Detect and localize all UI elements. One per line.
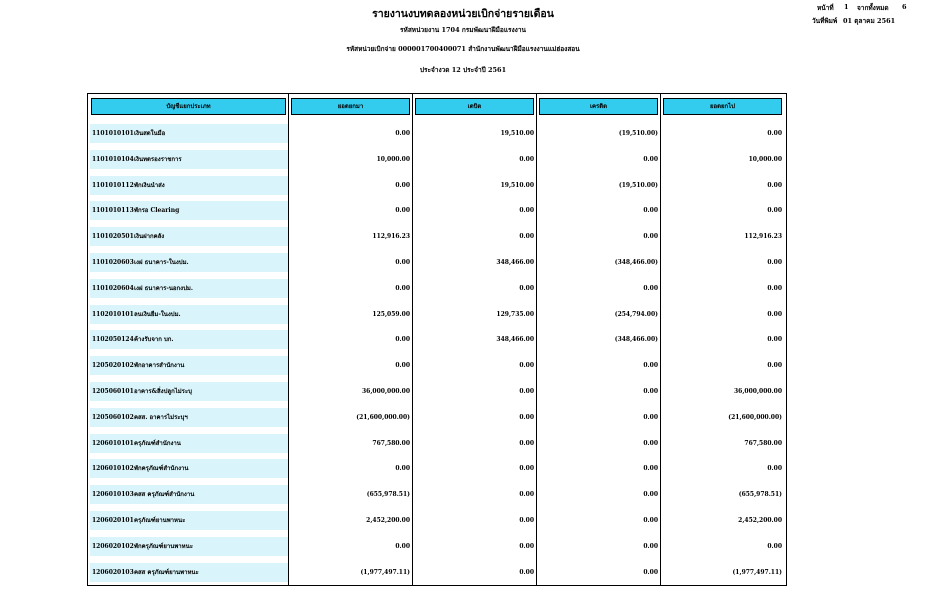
balance-forward-cell: 0.00 [395, 130, 410, 137]
account-code: 1206020102 [92, 542, 134, 550]
account-cell [90, 356, 288, 375]
balance-carried-cell: 112,916.23 [744, 233, 782, 241]
balance-carried-cell: 0.00 [767, 284, 782, 292]
balance-forward-cell: 125,059.00 [372, 310, 410, 318]
credit-cell: (348,466.00) [614, 259, 658, 266]
header-balance-carried: ยอดยกไป [663, 98, 782, 115]
page-label: หน้าที่ [817, 4, 834, 12]
credit-cell: 0.00 [643, 284, 658, 292]
balance-carried-cell: 10,000.00 [748, 155, 782, 163]
balance-carried-cell: 0.00 [767, 465, 782, 473]
table-row [88, 382, 786, 401]
credit-cell: 0.00 [643, 362, 658, 370]
account-code: 1205060102 [92, 413, 134, 421]
table-row [88, 124, 786, 143]
balance-forward-cell: 0.00 [395, 336, 410, 344]
account-code: 1206010102 [92, 465, 134, 473]
account-name: พักครุภัณฑ์ยานพาหนะ [134, 542, 193, 550]
credit-cell: 0.00 [643, 517, 658, 524]
trial-balance-table [87, 93, 787, 586]
balance-forward-cell: 0.00 [395, 362, 410, 370]
account-code: 1206020101 [92, 517, 134, 524]
account-cell [90, 305, 288, 324]
account-code: 1101010113 [92, 207, 134, 215]
table-row [88, 356, 786, 375]
balance-carried-cell: 0.00 [767, 336, 782, 344]
account-code: 1205020102 [92, 362, 134, 370]
balance-forward-cell: 767,580.00 [372, 439, 410, 447]
table-row [88, 511, 786, 530]
table-row [88, 305, 786, 324]
credit-cell: 0.00 [643, 207, 658, 215]
print-date-label: วันที่พิมพ์ [812, 17, 838, 25]
credit-cell: 0.00 [643, 233, 658, 241]
balance-forward-cell: (1,977,497.11) [360, 568, 410, 576]
credit-cell: 0.00 [643, 155, 658, 163]
credit-cell: 0.00 [643, 542, 658, 550]
debit-cell: 0.00 [519, 388, 534, 395]
debit-cell: 348,466.00 [496, 259, 534, 266]
debit-cell: 0.00 [519, 413, 534, 421]
debit-cell: 129,735.00 [496, 310, 534, 318]
account-cell [90, 176, 288, 195]
agency-line: รหัสหน่วยงาน 1704 กรมพัฒนาฝีมือแรงงาน [400, 26, 526, 34]
account-name: พักอาคารสำนักงาน [134, 362, 185, 370]
table-row [88, 459, 786, 478]
table-row [88, 485, 786, 504]
account-code: 1101010101 [92, 130, 134, 137]
balance-forward-cell: 0.00 [395, 465, 410, 473]
debit-cell: 0.00 [519, 517, 534, 524]
balance-carried-cell: 0.00 [767, 130, 782, 137]
balance-carried-cell: 2,452,200.00 [738, 517, 782, 524]
debit-cell: 19,510.00 [500, 181, 534, 189]
balance-carried-cell: 0.00 [767, 207, 782, 215]
print-date: 01 ตุลาคม 2561 [843, 17, 896, 25]
account-cell [90, 253, 288, 272]
account-name: พักเงินนำส่ง [134, 181, 165, 189]
account-name: คสส. อาคารไม่ระบุฯ [134, 413, 188, 421]
balance-forward-cell: 0.00 [395, 542, 410, 550]
debit-cell: 0.00 [519, 465, 534, 473]
header-debit: เดบิต [415, 98, 534, 115]
header-credit: เครดิต [539, 98, 658, 115]
account-name: เงินทดรองราชการ [134, 155, 182, 163]
balance-carried-cell: 0.00 [767, 259, 782, 266]
account-cell [90, 330, 288, 349]
account-code: 1102050124 [92, 336, 134, 344]
balance-forward-cell: (21,600,000.00) [356, 413, 410, 421]
account-code: 1206010103 [92, 491, 134, 499]
debit-cell: 0.00 [519, 491, 534, 499]
debit-cell: 0.00 [519, 233, 534, 241]
debit-cell: 0.00 [519, 207, 534, 215]
balance-forward-cell: 0.00 [395, 181, 410, 189]
account-name: เงฝ ธนาคาร-ในงปม. [134, 259, 189, 266]
table-row [88, 253, 786, 272]
account-cell [90, 124, 288, 143]
account-name: เงฝ ธนาคาร-นอกงปม. [134, 284, 193, 292]
account-code: 1101020603 [92, 259, 134, 266]
credit-cell: (348,466.00) [614, 336, 658, 344]
header-balance-forward: ยอดยกมา [291, 98, 410, 115]
balance-forward-cell: 2,452,200.00 [366, 517, 410, 524]
credit-cell: 0.00 [643, 388, 658, 395]
credit-cell: (254,794.00) [614, 310, 658, 318]
balance-carried-cell: (1,977,497.11) [732, 568, 782, 576]
account-name: คสส ครุภัณฑ์ยานพาหนะ [134, 568, 199, 576]
header-account: บัญชีแยกประเภท [91, 98, 286, 115]
balance-forward-cell: 0.00 [395, 207, 410, 215]
account-name: คสส ครุภัณฑ์สำนักงาน [134, 491, 195, 499]
debit-cell: 0.00 [519, 362, 534, 370]
balance-carried-cell: (21,600,000.00) [728, 413, 782, 421]
account-cell [90, 227, 288, 246]
table-row [88, 201, 786, 220]
period-line: ประจำงวด 12 ประจำปี 2561 [419, 66, 507, 74]
account-name: ลนเงินยืม-ในงปม. [134, 310, 181, 318]
table-row [88, 563, 786, 582]
credit-cell: 0.00 [643, 413, 658, 421]
table-row [88, 434, 786, 453]
balance-forward-cell: 0.00 [395, 259, 410, 266]
balance-carried-cell: 0.00 [767, 181, 782, 189]
debit-cell: 0.00 [519, 155, 534, 163]
account-name: พักรอ Clearing [134, 207, 180, 215]
credit-cell: (19,510.00) [618, 130, 658, 137]
balance-forward-cell: 112,916.23 [372, 233, 410, 241]
of-label: จากทั้งหมด [857, 4, 889, 12]
account-cell [90, 563, 288, 582]
account-cell [90, 459, 288, 478]
account-cell [90, 408, 288, 427]
page-total: 6 [902, 3, 907, 11]
credit-cell: (19,510.00) [618, 181, 658, 189]
account-code: 1206010101 [92, 439, 134, 447]
page-number: 1 [844, 3, 849, 11]
balance-forward-cell: 10,000.00 [376, 155, 410, 163]
account-name: อาคาร&สิ่งปลูกไม่ระบุ [134, 388, 192, 395]
account-code: 1101020604 [92, 284, 134, 292]
credit-cell: 0.00 [643, 491, 658, 499]
balance-forward-cell: (655,978.51) [366, 491, 410, 499]
account-cell [90, 382, 288, 401]
balance-carried-cell: (655,978.51) [738, 491, 782, 499]
account-name: ครุภัณฑ์ยานพาหนะ [134, 517, 186, 524]
balance-carried-cell: 0.00 [767, 362, 782, 370]
account-cell [90, 537, 288, 556]
account-code: 1206020103 [92, 568, 134, 576]
balance-carried-cell: 0.00 [767, 310, 782, 318]
account-name: เงินสดในมือ [134, 130, 166, 137]
account-name: พักครุภัณฑ์สำนักงาน [134, 465, 189, 473]
balance-carried-cell: 767,580.00 [744, 439, 782, 447]
unit-line: รหัสหน่วยเบิกจ่าย 000001700400071 สำนักงานพัฒนาฝีมือแรงงานแม่ฮ่องสอน [346, 45, 580, 53]
account-code: 1101010112 [92, 181, 134, 189]
debit-cell: 348,466.00 [496, 336, 534, 344]
debit-cell: 0.00 [519, 568, 534, 576]
table-row [88, 537, 786, 556]
table-row [88, 150, 786, 169]
debit-cell: 0.00 [519, 542, 534, 550]
account-cell [90, 485, 288, 504]
account-cell [90, 279, 288, 298]
debit-cell: 0.00 [519, 284, 534, 292]
account-cell [90, 434, 288, 453]
account-code: 1101020501 [92, 233, 134, 241]
credit-cell: 0.00 [643, 568, 658, 576]
debit-cell: 0.00 [519, 439, 534, 447]
credit-cell: 0.00 [643, 465, 658, 473]
balance-forward-cell: 36,000,000.00 [361, 388, 410, 395]
account-cell [90, 201, 288, 220]
table-row [88, 227, 786, 246]
debit-cell: 19,510.00 [500, 130, 534, 137]
account-cell [90, 511, 288, 530]
report-title: รายงานงบทดลองหน่วยเบิกจ่ายรายเดือน [372, 8, 554, 20]
balance-carried-cell: 0.00 [767, 542, 782, 550]
account-code: 1102010101 [92, 310, 134, 318]
table-row [88, 279, 786, 298]
balance-forward-cell: 0.00 [395, 284, 410, 292]
table-row [88, 408, 786, 427]
account-name: เงินฝากคลัง [134, 233, 165, 241]
credit-cell: 0.00 [643, 439, 658, 447]
account-code: 1101010104 [92, 155, 134, 163]
table-row [88, 330, 786, 349]
account-name: ครุภัณฑ์สำนักงาน [134, 439, 181, 447]
account-cell [90, 150, 288, 169]
account-code: 1205060101 [92, 388, 134, 395]
account-name: ค้างรับจาก บก. [134, 336, 174, 344]
balance-carried-cell: 36,000,000.00 [733, 388, 782, 395]
table-row [88, 176, 786, 195]
